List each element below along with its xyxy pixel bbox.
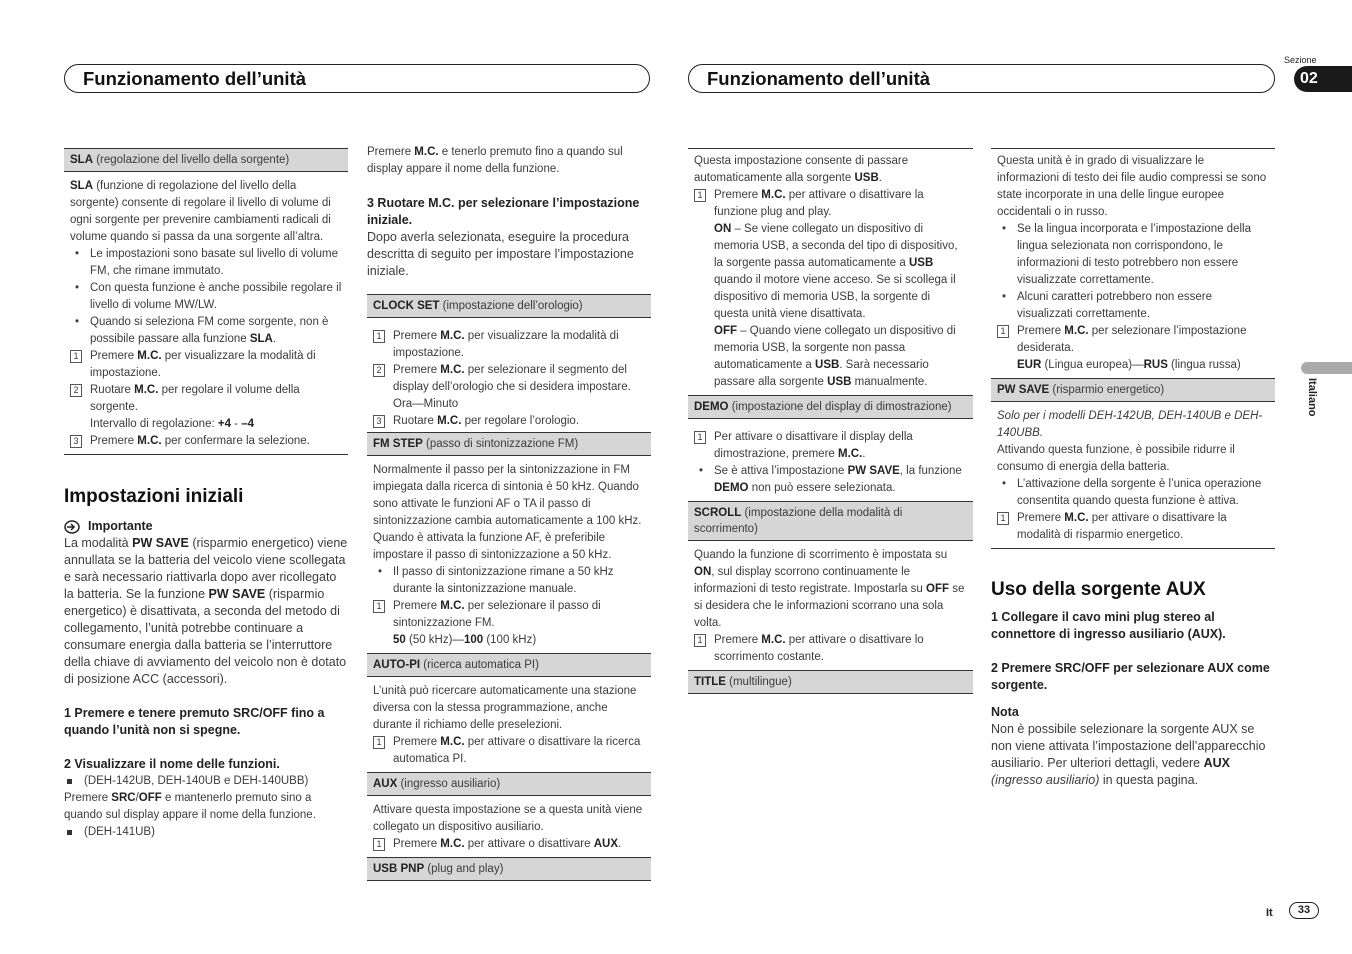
step-number-box: 3 — [70, 435, 82, 448]
title-paragraph: Questa unità è in grado di visualizzare le informazioni di testo dei file audio compressi se sono state incorporate in una delle lingue europee occidentali o in russo. — [997, 155, 1267, 218]
usbpnp-desc: (plug and play) — [424, 863, 504, 875]
text: per regolare l’orologio. — [461, 415, 580, 427]
text: . — [862, 448, 866, 460]
sla-step-3 — [70, 433, 342, 450]
demo-box — [688, 419, 973, 501]
step-number-box: 1 — [373, 600, 385, 613]
pwsave-bullet-1: • L’attivazione della sorgente è l’unica operazione consentita quando questa funzione è attiva. — [997, 476, 1269, 510]
left-header-title: Funzionamento dell’unità — [83, 68, 307, 89]
text: Ruotare — [90, 384, 135, 396]
autopi-desc: (ricerca automatica PI) — [420, 659, 539, 671]
key: M.C. — [761, 189, 786, 201]
aux-step-1: 1 Collegare il cavo mini plug stereo al connettore di ingresso ausiliario (AUX). — [991, 610, 1226, 641]
text: per selezionare il segmento del display dell’orologio che si desidera impostare. — [393, 364, 631, 393]
step-number-box: 1 — [373, 330, 385, 343]
init-step-2: 2 Visualizzare il nome delle funzioni. — [64, 757, 280, 771]
init-step-3-body: Dopo averla selezionata, eseguire la procedura descritta di seguito per impostare l’impostazione iniziale. — [367, 230, 634, 278]
column-3 — [688, 148, 973, 694]
usbpnp-step-1 — [694, 187, 967, 221]
fmstep-key: FM STEP — [373, 438, 423, 450]
text: Premere — [1017, 325, 1065, 337]
text: per visualizzare la modalità di impostazione. — [90, 350, 316, 379]
clock-box — [367, 318, 651, 432]
text: Premere — [393, 838, 441, 850]
title-desc: (multilingue) — [725, 676, 792, 688]
key: PW SAVE — [208, 587, 266, 601]
key: M.C. — [440, 736, 465, 748]
scroll-box — [688, 541, 973, 671]
text: . — [878, 172, 882, 184]
nota-label: Nota — [991, 705, 1019, 719]
autopi-box — [367, 677, 651, 773]
text: Premere — [90, 350, 138, 362]
key: M.C. — [761, 634, 786, 646]
text: Premere — [90, 435, 138, 447]
language-label-wrap — [1306, 378, 1320, 438]
text: per attivare o disattivare la funzione plug and play. — [714, 189, 924, 218]
nota-paragraph — [991, 721, 1275, 789]
key: M.C. — [440, 600, 465, 612]
key: PW SAVE — [847, 465, 900, 477]
text: , sul display scorrono continuamente le informazioni di testo registrate. Impostarla su — [694, 566, 927, 595]
text: Premere — [393, 330, 441, 342]
key: AUX — [593, 838, 618, 850]
footer-language: It — [1266, 907, 1273, 919]
pwsave-key: PW SAVE — [997, 384, 1050, 396]
clock-desc: (impostazione dell’orologio) — [439, 300, 583, 312]
fmstep-step-1 — [373, 598, 645, 649]
right-header-bar — [688, 64, 1275, 93]
init-step-3: 3 Ruotare M.C. per selezionare l’impostazione iniziale. — [367, 196, 640, 227]
text: per confermare la selezione. — [161, 435, 310, 447]
key: RUS — [1143, 359, 1168, 371]
text: (100 kHz) — [483, 634, 537, 646]
key: M.C. — [1064, 325, 1089, 337]
model-item-1: (DEH-142UB, DEH-140UB e DEH-140UBB) — [64, 773, 348, 790]
text: . — [272, 333, 277, 345]
fmstep-paragraph: Normalmente il passo per la sintonizzazione in FM impiegata dalla ricerca di sintonia è 50 kHz. Quando sono attivate le funzioni AF o TA il passo di sintonizzazione cambia automaticamente a 100 kHz. Quando è attivata la funzione AF, è preferibile impostare il passo di sintonizzazione a 50 kHz. — [373, 464, 642, 561]
text: e mantenerlo premuto sino a quando sul display appare il nome della funzione. — [64, 792, 316, 821]
key: OFF — [138, 792, 162, 804]
text: , la funzione — [899, 465, 962, 477]
title-bullet-2: • Alcuni caratteri potrebbero non essere visualizzati correttamente. — [997, 289, 1269, 323]
autopi-key: AUTO-PI — [373, 659, 421, 671]
column-2 — [367, 144, 651, 881]
step-number-box: 1 — [694, 189, 706, 202]
key: +4 — [217, 418, 231, 430]
text: Premere — [393, 364, 441, 376]
model-item-1-text — [64, 790, 348, 824]
key: USB — [854, 172, 879, 184]
sla-bullet-1: • Le impostazioni sono basate sul livello di volume FM, che rimane immutato. — [70, 246, 342, 280]
key: USB — [908, 257, 934, 269]
key: M.C. — [838, 448, 863, 460]
language-tab — [1301, 362, 1352, 374]
usbpnp-bar — [367, 858, 651, 881]
pwsave-step-1 — [997, 510, 1269, 544]
key: DEMO — [714, 482, 749, 494]
scroll-desc: (impostazione della modalità di scorrimento) — [694, 507, 903, 535]
sla-bullet-2: • Con questa funzione è anche possibile regolare il livello di volume MW/LW. — [70, 280, 342, 314]
text: se si desidera che le informazioni scorrano una sola volta. — [694, 583, 965, 629]
text: quando il motore viene acceso. Se si scollega il dispositivo di memoria USB, la sorgente di questa unità viene disattivata. — [714, 274, 956, 320]
sla-bullet-3 — [70, 314, 342, 348]
autopi-paragraph: L’unità può ricercare automaticamente una stazione diversa con la stessa programmazione, anche durante il richiamo delle preselezioni. — [373, 685, 637, 731]
usbpnp-key: USB PNP — [373, 863, 425, 875]
title-bullet-1: • Se la lingua incorporata e l’impostazione della lingua selezionata non corrispondono, le informazioni di testo potrebbero non essere visualizzate correttamente. — [997, 221, 1269, 289]
init-heading: Impostazioni iniziali — [64, 486, 244, 507]
sla-bar-key: SLA — [70, 154, 93, 166]
fmstep-box — [367, 456, 651, 654]
text: – Se viene collegato un dispositivo di memoria USB, a seconda del tipo di dispositivo, la sorgente passa automaticamente a — [714, 223, 958, 269]
clock-key: CLOCK SET — [373, 300, 440, 312]
key: M.C. — [440, 364, 465, 376]
step-number-box: 1 — [694, 634, 706, 647]
text: Premere — [64, 792, 112, 804]
aux-desc: (ingresso ausiliario) — [397, 778, 501, 790]
key: 100 — [463, 634, 484, 646]
sla-box — [64, 172, 348, 455]
fmstep-desc: (passo di sintonizzazione FM) — [422, 438, 579, 450]
text: . — [617, 838, 622, 850]
autopi-step-1 — [373, 734, 645, 768]
fmstep-bar — [367, 432, 651, 456]
step-number-box: 2 — [70, 384, 82, 397]
title-key: TITLE — [694, 676, 726, 688]
model-item-2: (DEH-141UB) — [64, 824, 348, 841]
demo-step-1 — [694, 429, 967, 463]
text: e tenerlo premuto fino a quando sul display appare il nome della funzione. — [367, 146, 623, 175]
text: Ora—Minuto — [393, 398, 459, 410]
key: AUX — [1203, 756, 1231, 770]
key: SLA — [249, 333, 273, 345]
text: in questa pagina. — [1099, 773, 1199, 787]
fmstep-bullet-1: • Il passo di sintonizzazione rimane a 50 kHz durante la sintonizzazione manuale. — [373, 564, 645, 598]
text: per selezionare il passo di sintonizzazione FM. — [393, 600, 601, 629]
page-number: 33 — [1289, 902, 1319, 919]
key: USB — [827, 376, 852, 388]
text: Premere — [393, 736, 441, 748]
title-bar — [688, 671, 973, 694]
key: M.C. — [440, 330, 465, 342]
key: SRC — [111, 792, 136, 804]
step-number-box: 2 — [373, 364, 385, 377]
text: Premere — [1017, 512, 1065, 524]
important-paragraph — [64, 535, 348, 688]
key: M.C. — [437, 415, 462, 427]
key: –4 — [241, 418, 255, 430]
text: (risparmio energetico) viene annullata se la batteria del veicolo viene scollegata e sarà necessario riattivarla dopo aver ricollegato la batteria. Se la funzione — [64, 536, 348, 601]
important-icon — [64, 520, 84, 534]
init-step-1: 1 Premere e tenere premuto SRC/OFF fino a quando l’unità non si spegne. — [64, 706, 325, 737]
text: Premere — [367, 146, 415, 158]
text: La modalità — [64, 536, 133, 550]
key: M.C. — [137, 350, 162, 362]
sla-key: SLA — [70, 180, 93, 192]
aux-step-2: 2 Premere SRC/OFF per selezionare AUX come sorgente. — [991, 661, 1270, 692]
aux-key: AUX — [373, 778, 398, 790]
sla-step-1 — [70, 348, 342, 382]
text: Ruotare — [393, 415, 438, 427]
section-number-badge: 02 — [1294, 66, 1352, 92]
step-number-box: 1 — [997, 512, 1009, 525]
right-header-title: Funzionamento dell’unità — [707, 68, 931, 89]
key: PW SAVE — [132, 536, 189, 550]
left-header-bar — [64, 64, 650, 93]
usbpnp-box — [688, 148, 973, 396]
title-box — [991, 148, 1275, 379]
pwsave-box — [991, 402, 1275, 549]
demo-bullet-1 — [694, 463, 967, 497]
aux-paragraph: Attivare questa impostazione se a questa unità viene collegato un dispositivo ausiliario. — [373, 804, 643, 833]
text: per visualizzare la modalità di impostazione. — [393, 330, 619, 359]
step-number-box: 1 — [997, 325, 1009, 338]
text: (50 kHz)— — [405, 634, 464, 646]
pwsave-paragraph: Attivando questa funzione, è possibile ridurre il consumo di energia della batteria. — [997, 444, 1235, 473]
aux-bar — [367, 773, 651, 796]
text: Per attivare o disattivare il display della dimostrazione, premere — [714, 431, 913, 460]
sla-bar — [64, 148, 348, 172]
autopi-bar — [367, 654, 651, 677]
pwsave-models: Solo per i modelli DEH-142UB, DEH-140UB e DEH-140UBB. — [997, 410, 1263, 439]
text: - — [230, 418, 242, 430]
step-number-box: 1 — [373, 838, 385, 851]
text: Premere — [714, 189, 762, 201]
aux-box — [367, 796, 651, 858]
key: M.C. — [134, 384, 159, 396]
sla-paragraph — [70, 178, 342, 246]
usbpnp-on — [694, 221, 967, 323]
key: OFF — [926, 583, 950, 595]
text: per attivare o disattivare la ricerca automatica PI. — [393, 736, 641, 765]
step-number-box: 1 — [70, 350, 82, 363]
scroll-key: SCROLL — [694, 507, 742, 519]
text: Quando la funzione di scorrimento è impostata su — [694, 549, 948, 561]
text: Questa impostazione consente di passare automaticamente alla sorgente — [694, 155, 909, 184]
clock-step-3 — [373, 413, 645, 430]
key: ON — [714, 223, 732, 235]
key: OFF — [714, 325, 737, 337]
aux-step-1 — [373, 836, 645, 853]
scroll-step-1 — [694, 632, 967, 666]
text: per regolare il volume della sorgente. — [90, 384, 300, 413]
text: / — [135, 792, 139, 804]
text: (risparmio energetico) è disattivata, a seconda del metodo di collegamento, l’unità potrebbe continuare a consumare energia dalla batteria se l’interruttore della chiave di avviamento del veicolo non è dotato di posizione ACC (accessori). — [64, 587, 347, 686]
text: (Lingua europea)— — [1041, 359, 1144, 371]
text: per attivare o disattivare — [464, 838, 594, 850]
usbpnp-off — [694, 323, 967, 391]
demo-key: DEMO — [694, 401, 729, 413]
pwsave-bar — [991, 379, 1275, 402]
usbpnp-paragraph — [694, 153, 967, 187]
key: M.C. — [1064, 512, 1089, 524]
text: (ingresso ausiliario) — [991, 773, 1100, 787]
text: Intervallo di regolazione: — [90, 418, 218, 430]
key: M.C. — [440, 838, 465, 850]
demo-desc: (impostazione del display di dimostrazione) — [728, 401, 952, 413]
sla-text: (funzione di regolazione del livello della sorgente) consente di regolare il livello di volume di ogni sorgente per prevenire cambiamenti radicali di volume quando si passa da una sorgente all’altra. — [70, 180, 331, 243]
text: Se è attiva l’impostazione — [714, 465, 848, 477]
key: M.C. — [137, 435, 162, 447]
text: per selezionare l’impostazione desiderata. — [1017, 325, 1247, 354]
col2-intro — [367, 144, 651, 178]
important-label-row — [64, 518, 348, 535]
step-number-box: 1 — [373, 736, 385, 749]
scroll-paragraph — [694, 547, 967, 632]
clock-bar — [367, 294, 651, 318]
step-number-box: 3 — [373, 415, 385, 428]
demo-bar — [688, 396, 973, 419]
text: per attivare o disattivare la modalità di risparmio energetico. — [1017, 512, 1227, 541]
key: M.C. — [414, 146, 439, 158]
key: ON — [694, 566, 712, 578]
step-number-box: 1 — [694, 431, 706, 444]
text: Quando si seleziona FM come sorgente, non è possibile passare alla funzione — [90, 316, 329, 345]
clock-step-2 — [373, 362, 645, 413]
key: EUR — [1017, 359, 1042, 371]
sla-step-2 — [70, 382, 342, 433]
scroll-bar — [688, 501, 973, 541]
clock-step-1 — [373, 328, 645, 362]
aux-heading: Uso della sorgente AUX — [991, 579, 1206, 600]
key: 50 — [393, 634, 406, 646]
text: Non è possibile selezionare la sorgente AUX se non viene attivata l’impostazione dell’apparecchio ausiliario. Per ulteriori dettagli, vedere — [991, 722, 1266, 770]
text: manualmente. — [851, 376, 928, 388]
text: Premere — [714, 634, 762, 646]
text: – Quando viene collegato un dispositivo di memoria USB, la sorgente non passa automaticamente a — [714, 325, 956, 371]
text: per attivare o disattivare lo scorrimento costante. — [714, 634, 924, 663]
key: USB — [815, 359, 840, 371]
column-1 — [64, 148, 348, 841]
column-4 — [991, 148, 1275, 789]
pwsave-desc: (risparmio energetico) — [1049, 384, 1165, 396]
text: Premere — [393, 600, 441, 612]
sla-bar-desc: (regolazione del livello della sorgente) — [93, 154, 290, 166]
text: non può essere selezionata. — [748, 482, 896, 494]
section-label: Sezione — [1284, 55, 1317, 65]
language-label: Italiano — [1306, 378, 1318, 417]
important-label: Importante — [88, 519, 153, 533]
text: (lingua russa) — [1167, 359, 1241, 371]
title-step-1 — [997, 323, 1269, 374]
text: . Sarà necessario passare alla sorgente — [714, 359, 929, 388]
